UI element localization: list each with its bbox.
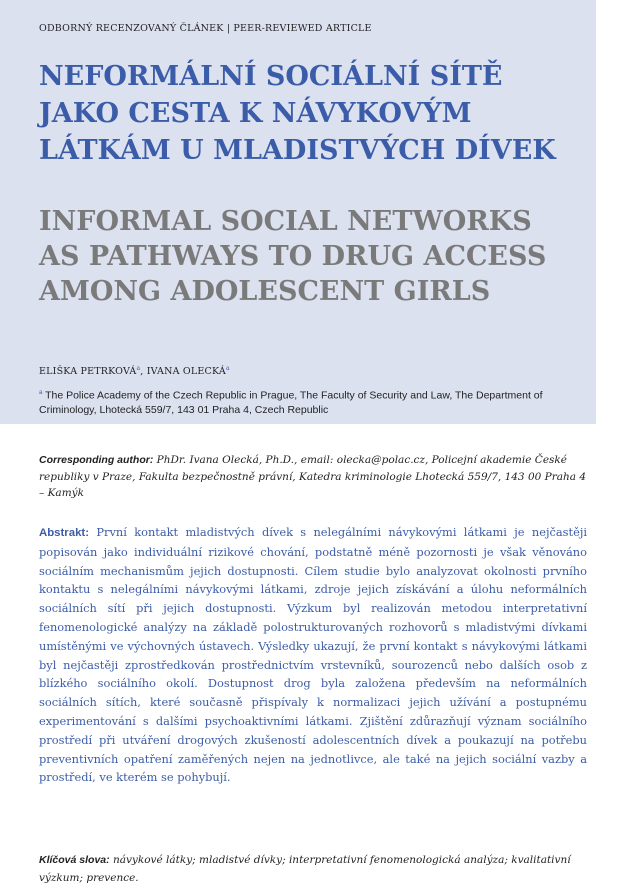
abstract-label: Abstrakt: — [39, 527, 90, 539]
author-name: IVANA OLECKÁ — [146, 366, 226, 378]
title-czech: NEFORMÁLNÍ SOCIÁLNÍ SÍTĚ JAKO CESTA K NÁVYKOVÝM LÁTKÁM U MLADISTVÝCH DÍVEK — [39, 61, 556, 166]
article-type-label: ODBORNÝ RECENZOVANÝ ČLÁNEK | PEER-REVIEWED ARTICLE — [39, 23, 372, 34]
corresponding-author — [39, 452, 587, 502]
corresponding-author-label: Corresponding author: — [39, 454, 154, 466]
author-affiliation-mark: a — [136, 365, 141, 372]
affiliation — [39, 386, 569, 417]
keywords-label: Klíčová slova: — [39, 854, 110, 866]
author-affiliation-mark: a — [225, 365, 230, 372]
author-separator: , — [140, 366, 147, 378]
keywords — [39, 851, 587, 887]
author-name: ELIŠKA PETRKOVÁ — [39, 366, 137, 378]
authors — [39, 365, 230, 377]
affiliation-text: The Police Academy of the Czech Republic in Prague, The Faculty of Security and Law, The Department of Criminology, Lhotecká 559/7, 143 01 Praha 4, Czech Republic — [39, 389, 543, 416]
corresponding-author-text: PhDr. Ivana Olecká, Ph.D., email: olecka@polac.cz, Policejní akademie České republiky v Praze, Fakulta bezpečnostně právní, Katedra kriminologie Lhotecká 559/7, 143 00 Praha 4 – Kamýk — [39, 454, 587, 499]
abstract — [39, 523, 587, 787]
title-english: INFORMAL SOCIAL NETWORKS AS PATHWAYS TO DRUG ACCESS AMONG ADOLESCENT GIRLS — [39, 206, 547, 307]
abstract-text: První kontakt mladistvých dívek s nelegálními návykovými látkami je nejčastěji popisován jako individuální rizikové chování, podstatně méně pozornosti je však věnováno sociálním mechanismům jejich dostupnosti. Cílem studie bylo analyzovat okolnosti prvního kontaktu s nelegálními návykovými látkami, zdroje jejich získávání a úlohu neformálních sociálních sítí při jejich dostupnosti. Výzkum byl realizován metodou interpretativní fenomenologické analýzy na základě polostrukturovaných rozhovorů s mladistvými dívkami umístěnými ve výchovných ústavech. Výsledky ukazují, že první kontakt s návykovými látkami byl nejčastěji zprostředkován prostřednictvím vrstevníků, sourozenců nebo dalších osob z blízkého sociálního okolí. Dostupnost drog byla založena především na neformálních sociálních sítích, které současně přispívaly k normalizaci jejich užívání a postupnému experimentování s dalšími psychoaktivními látkami. Zjištění zdůrazňují význam sociálního prostředí při utváření drogových zkušeností adolescentních dívek a poukazují na potřebu preventivních opatření zaměřených nejen na jednotlivce, ale také na jejich sociální vazby a prostředí, ve kterém se pohybují. — [39, 525, 587, 785]
keywords-text: návykové látky; mladistvé dívky; interpretativní fenomenologická analýza; kvalitativní výzkum; prevence. — [39, 854, 571, 884]
affiliation-mark: a — [39, 390, 43, 396]
